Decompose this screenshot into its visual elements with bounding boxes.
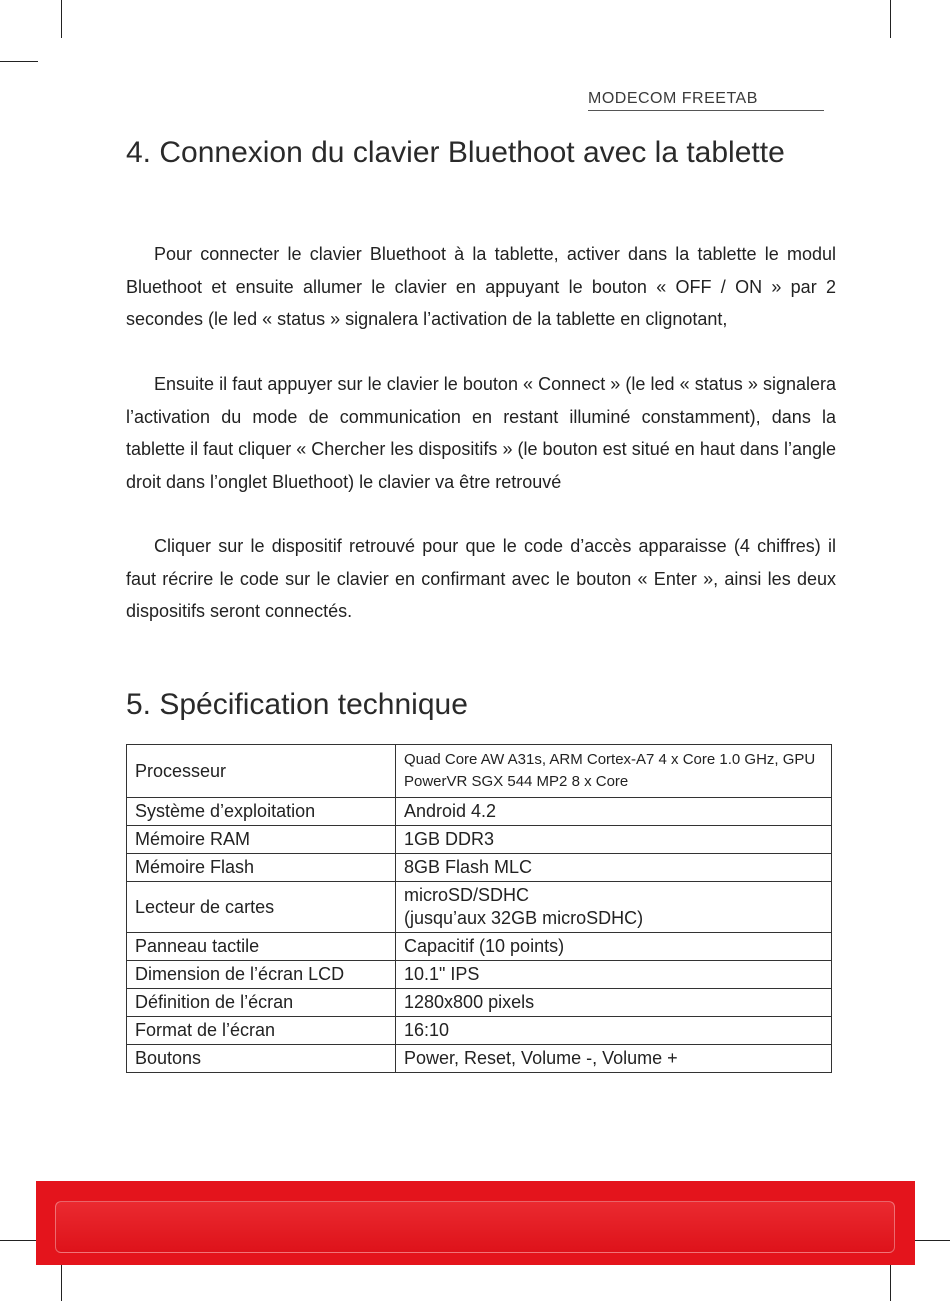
table-row — [127, 826, 832, 854]
table-row — [127, 961, 832, 989]
spec-value-line-1: microSD/SDHC — [404, 885, 530, 905]
spec-value: 1280x800 pixels — [396, 989, 832, 1017]
spec-value-line-2: (jusqu’aux 32GB microSDHC) — [404, 908, 644, 928]
crop-mark — [890, 0, 891, 38]
section-4-paragraph-2: Ensuite il faut appuyer sur le clavier le bouton « Connect » (le led « status » signalera l’activation du mode de communication en restant illuminé constamment), dans la tablette il faut cliquer « Chercher les dispositifs » (le bouton est situé en haut dans l’angle droit dans l’onglet Bluethoot) le clavier va être retrouvé — [126, 374, 836, 492]
spec-label: Définition de l’écran — [127, 989, 396, 1017]
spec-label: Panneau tactile — [127, 933, 396, 961]
spec-label: Format de l’écran — [127, 1017, 396, 1045]
spec-label: Mémoire Flash — [127, 854, 396, 882]
table-row — [127, 798, 832, 826]
spec-label: Lecteur de cartes — [127, 882, 396, 933]
spec-value: 1GB DDR3 — [396, 826, 832, 854]
table-row — [127, 854, 832, 882]
spec-value: Quad Core AW A31s, ARM Cortex-A7 4 x Core 1.0 GHz, GPU PowerVR SGX 544 MP2 8 x Core — [396, 745, 832, 798]
table-row — [127, 933, 832, 961]
header-brand: MODECOM FREETAB — [588, 90, 758, 107]
section-4-paragraph-1: Pour connecter le clavier Bluethoot à la tablette, activer dans la tablette le modul Bluethoot et ensuite allumer le clavier en appuyant le bouton « OFF / ON » par 2 secondes (le led « status » signalera l’activation de la tablette en clignotant, — [126, 244, 836, 329]
crop-mark — [0, 61, 38, 62]
spec-value — [396, 882, 832, 933]
crop-mark — [890, 1262, 891, 1301]
footer-inner-panel — [55, 1201, 895, 1253]
spec-label: Boutons — [127, 1045, 396, 1073]
spec-table — [126, 744, 832, 1073]
table-row — [127, 882, 832, 933]
spec-value: 8GB Flash MLC — [396, 854, 832, 882]
spec-value: Android 4.2 — [396, 798, 832, 826]
spec-value: Power, Reset, Volume -, Volume + — [396, 1045, 832, 1073]
table-row — [127, 1045, 832, 1073]
table-row — [127, 745, 832, 798]
section-4-title: 4. Connexion du clavier Bluethoot avec la tablette — [126, 136, 785, 169]
section-5-title: 5. Spécification technique — [126, 688, 468, 721]
table-row — [127, 1017, 832, 1045]
section-4-paragraph-3: Cliquer sur le dispositif retrouvé pour que le code d’accès apparaisse (4 chiffres) il faut récrire le code sur le clavier en confirmant avec le bouton « Enter », ainsi les deux dispositifs seront connectés. — [126, 536, 836, 621]
spec-value: 16:10 — [396, 1017, 832, 1045]
spec-label: Système d’exploitation — [127, 798, 396, 826]
crop-mark — [0, 1240, 38, 1241]
header-rule — [588, 110, 824, 111]
spec-label: Mémoire RAM — [127, 826, 396, 854]
crop-mark — [61, 1262, 62, 1301]
spec-value: Capacitif (10 points) — [396, 933, 832, 961]
spec-value: 10.1" IPS — [396, 961, 832, 989]
crop-mark — [912, 1240, 950, 1241]
table-row — [127, 989, 832, 1017]
spec-label: Dimension de l’écran LCD — [127, 961, 396, 989]
crop-mark — [61, 0, 62, 38]
spec-label: Processeur — [127, 745, 396, 798]
